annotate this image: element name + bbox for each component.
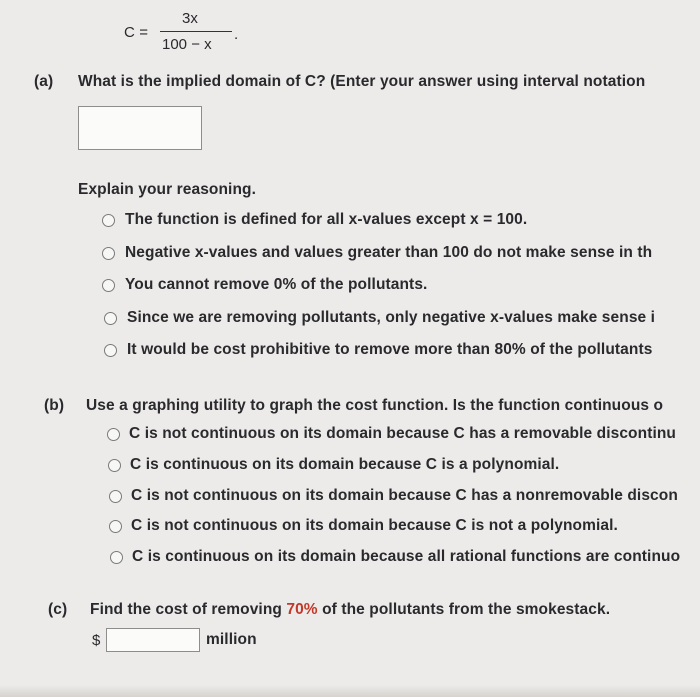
radio-button[interactable] [109, 520, 122, 533]
option-label: C is continuous on its domain because C is a polynomial. [130, 456, 560, 473]
option-label: C is not continuous on its domain because C has a removable discontinu [129, 425, 677, 442]
radio-button[interactable] [102, 214, 115, 227]
part-b-label: (b) [44, 397, 65, 414]
option-label: C is not continuous on its domain because C is not a polynomial. [131, 517, 618, 534]
bottom-shadow [0, 685, 700, 697]
part-a-label: (a) [34, 73, 54, 90]
explain-heading: Explain your reasoning. [78, 181, 257, 198]
part-b-question: Use a graphing utility to graph the cost function. Is the function continuous o [86, 397, 664, 414]
option-label: The function is defined for all x-values except x = 100. [125, 211, 528, 228]
question-prefix: Find the cost of removing [90, 601, 287, 618]
fraction-bar [160, 31, 232, 32]
part-c-question [90, 601, 610, 619]
option-label: It would be cost prohibitive to remove more than 80% of the pollutants [127, 341, 653, 358]
radio-button[interactable] [110, 551, 123, 564]
radio-button[interactable] [104, 312, 117, 325]
option-label: Since we are removing pollutants, only negative x-values make sense i [127, 309, 656, 326]
formula-lhs: C = [124, 24, 149, 41]
radio-button[interactable] [104, 344, 117, 357]
domain-answer-input[interactable] [78, 106, 202, 150]
formula-denominator: 100 − x [162, 36, 212, 53]
radio-button[interactable] [102, 247, 115, 260]
option-label: C is not continuous on its domain because C has a nonremovable discon [131, 487, 678, 504]
currency-symbol: $ [92, 632, 101, 649]
option-label: Negative x-values and values greater than 100 do not make sense in th [125, 244, 653, 261]
cost-answer-input[interactable] [106, 628, 200, 652]
radio-button[interactable] [102, 279, 115, 292]
question-suffix: of the pollutants from the smokestack. [317, 601, 611, 618]
option-label: C is continuous on its domain because all rational functions are continuo [132, 548, 681, 565]
unit-label: million [206, 631, 257, 648]
formula-numerator: 3x [182, 10, 198, 27]
part-a-question: What is the implied domain of C? (Enter your answer using interval notation [78, 73, 646, 90]
question-highlight: 70% [286, 601, 318, 618]
radio-button[interactable] [107, 428, 120, 441]
radio-button[interactable] [109, 490, 122, 503]
formula-period: . [234, 26, 239, 43]
radio-button[interactable] [108, 459, 121, 472]
part-c-label: (c) [48, 601, 68, 618]
option-label: You cannot remove 0% of the pollutants. [125, 276, 428, 293]
